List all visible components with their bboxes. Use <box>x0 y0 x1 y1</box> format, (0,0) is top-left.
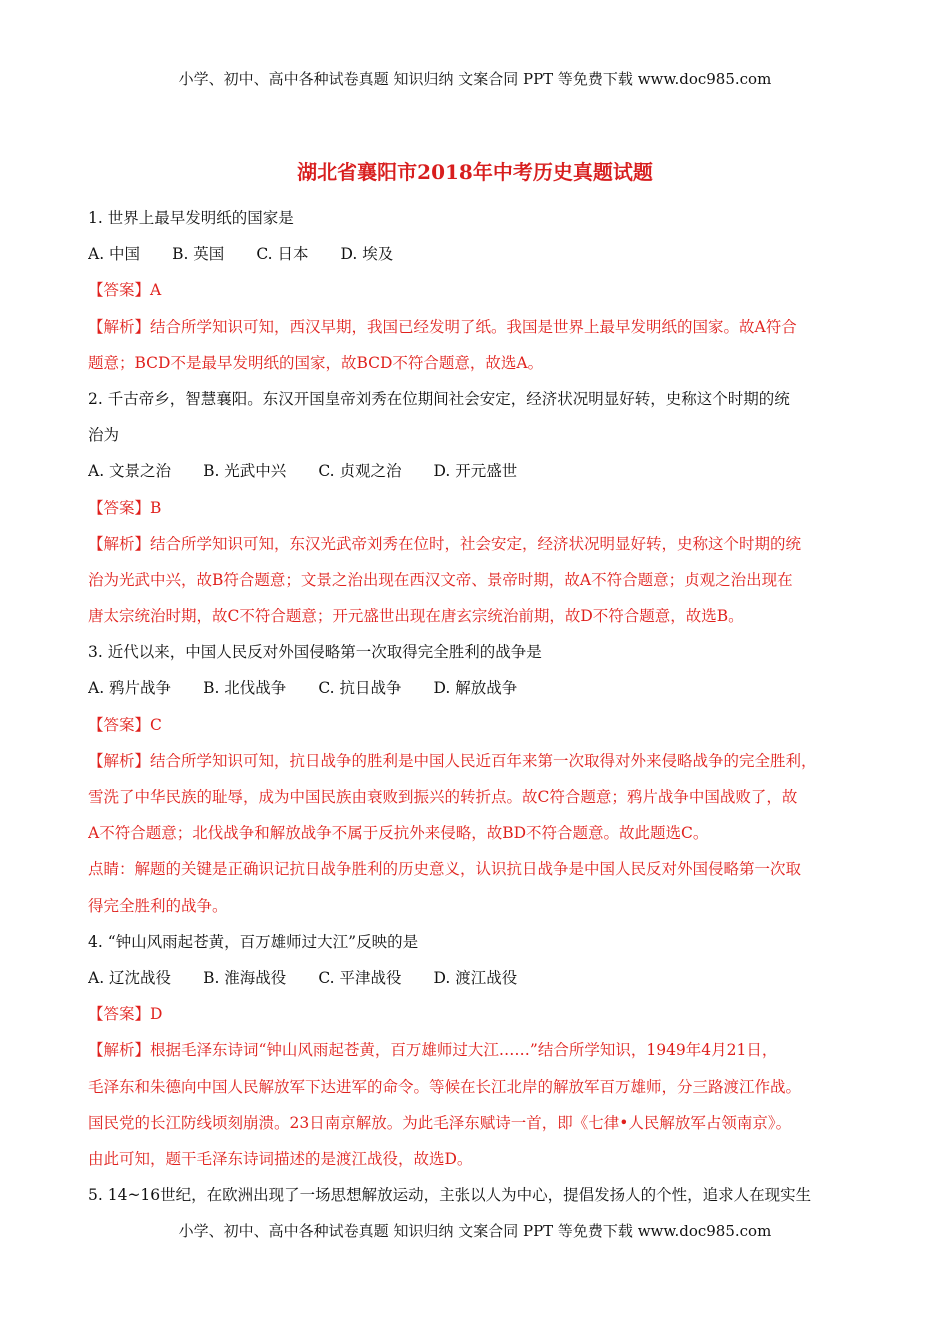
question-1-answer: 【答案】A <box>88 281 162 300</box>
question-4-answer: 【答案】D <box>88 1005 163 1024</box>
question-3-stem: 3. 近代以来，中国人民反对外国侵略第一次取得完全胜利的战争是 <box>88 643 542 662</box>
option-c: C. 平津战役 <box>318 968 402 987</box>
option-c: C. 抗日战争 <box>318 679 402 698</box>
question-2-stem: 治为 <box>88 426 120 445</box>
option-c: C. 日本 <box>256 245 309 264</box>
question-3-analysis-line: A不符合题意；北伐战争和解放战争不属于反抗外来侵略，故BD不符合题意。故此题选C。 <box>88 824 709 843</box>
option-b: B. 北伐战争 <box>203 679 287 698</box>
question-3-analysis-line: 雪洗了中华民族的耻辱，成为中国民族由衰败到振兴的转折点。故C符合题意；鸦片战争中国战败了，故 <box>88 788 798 806</box>
option-d: D. 渡江战役 <box>433 968 518 987</box>
question-3-analysis-line: 点睛：解题的关键是正确识记抗日战争胜利的历史意义，认识抗日战争是中国人民反对外国侵略第一次取 <box>88 860 802 879</box>
page-header: 小学、初中、高中各种试卷真题 知识归纳 文案合同 PPT 等免费下载 www.doc985.com <box>178 70 772 88</box>
question-4-analysis-line: 【解析】根据毛泽东诗词“钟山风雨起苍黄，百万雄师过大江……”结合所学知识，1949年4月21日， <box>88 1041 778 1060</box>
option-b: B. 英国 <box>172 245 225 264</box>
question-1-options <box>88 236 878 272</box>
question-4-analysis-line: 由此可知，题干毛泽东诗词描述的是渡江战役，故选D。 <box>88 1149 473 1168</box>
option-d: D. 开元盛世 <box>433 462 518 481</box>
page-title: 湖北省襄阳市2018年中考历史真题试题 <box>297 160 653 184</box>
question-3-analysis-line: 【解析】结合所学知识可知，抗日战争的胜利是中国人民近百年来第一次取得对外来侵略战争的完全胜利， <box>88 751 817 770</box>
question-2-analysis-line: 唐太宗统治时期，故C不符合题意；开元盛世出现在唐玄宗统治前期，故D不符合题意，故选B。 <box>88 607 744 626</box>
option-a: A. 文景之治 <box>88 462 172 481</box>
question-4-analysis-line: 毛泽东和朱德向中国人民解放军下达进军的命令。等候在长江北岸的解放军百万雄师，分三路渡江作战。 <box>88 1077 802 1096</box>
option-b: B. 光武中兴 <box>203 462 287 481</box>
question-1-analysis-line: 题意；BCD不是最早发明纸的国家，故BCD不符合题意，故选A。 <box>88 353 544 372</box>
exam-content <box>88 200 878 1213</box>
option-a: A. 中国 <box>88 245 141 264</box>
option-a: A. 鸦片战争 <box>88 679 172 698</box>
question-4-stem: 4. “钟山风雨起苍黄，百万雄师过大江”反映的是 <box>88 932 419 951</box>
option-d: D. 埃及 <box>340 245 394 264</box>
option-a: A. 辽沈战役 <box>88 968 172 987</box>
question-2-analysis-line: 治为光武中兴，故B符合题意；文景之治出现在西汉文帝、景帝时期，故A不符合题意；贞观之治出现在 <box>88 570 793 589</box>
question-4-options <box>88 960 878 996</box>
question-2-stem: 2. 千古帝乡，智慧襄阳。东汉开国皇帝刘秀在位期间社会安定，经济状况明显好转，史称这个时期的统 <box>88 389 790 408</box>
option-d: D. 解放战争 <box>433 679 518 698</box>
question-4-analysis-line: 国民党的长江防线顷刻崩溃。23日南京解放。为此毛泽东赋诗一首，即《七律•人民解放军占领南京》。 <box>88 1113 792 1132</box>
question-3-answer: 【答案】C <box>88 715 162 734</box>
question-3-analysis-line: 得完全胜利的战争。 <box>88 896 228 915</box>
question-1-stem: 1. 世界上最早发明纸的国家是 <box>88 209 294 227</box>
question-2-answer: 【答案】B <box>88 498 162 517</box>
option-b: B. 淮海战役 <box>203 968 287 987</box>
question-5-stem: 5. 14~16世纪，在欧洲出现了一场思想解放运动，主张以人为中心，提倡发扬人的个性，追求人在现实生 <box>88 1186 812 1205</box>
option-c: C. 贞观之治 <box>318 462 402 481</box>
question-3-options <box>88 670 878 706</box>
question-2-analysis-line: 【解析】结合所学知识可知，东汉光武帝刘秀在位时，社会安定，经济状况明显好转，史称这个时期的统 <box>88 534 802 553</box>
question-2-options <box>88 453 878 489</box>
question-1-analysis-line: 【解析】结合所学知识可知，西汉早期，我国已经发明了纸。我国是世界上最早发明纸的国家。故A符合 <box>88 317 797 336</box>
page-footer: 小学、初中、高中各种试卷真题 知识归纳 文案合同 PPT 等免费下载 www.doc985.com <box>178 1222 772 1240</box>
